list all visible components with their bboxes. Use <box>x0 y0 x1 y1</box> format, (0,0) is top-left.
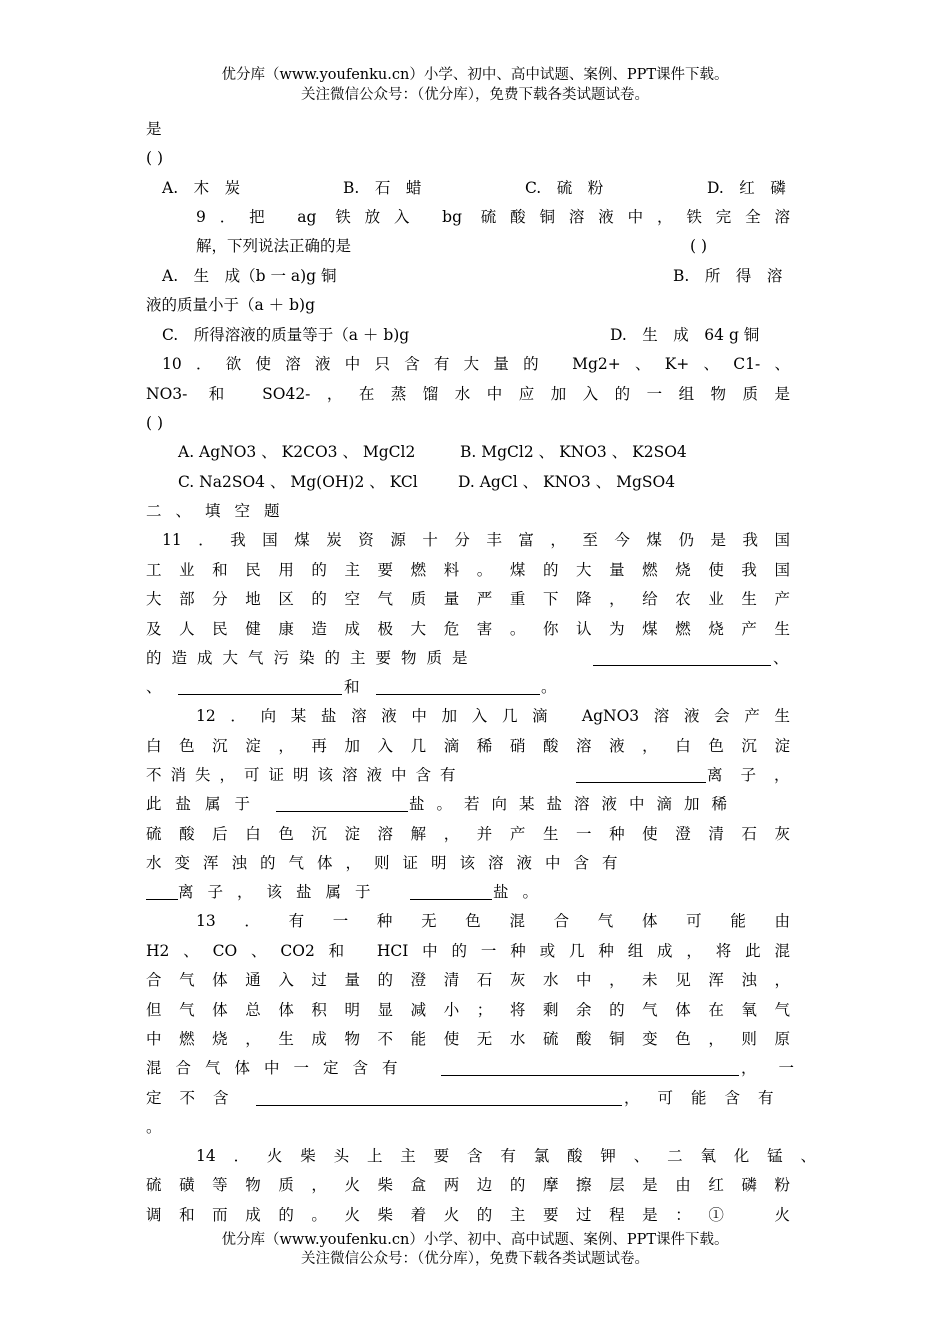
q12-line4-end: 盐。若向某盐溶液中滴加稀 <box>409 795 740 813</box>
q12-blank-salt-2[interactable] <box>410 881 492 903</box>
q9-option-c: C. 所得溶液的质量等于（a ＋ b)g <box>162 326 410 344</box>
q11-end: 。 <box>541 678 557 696</box>
q12-line3-start: 不消失，可证明该溶液中含有 <box>146 766 465 784</box>
q8-stem-tail: 是 <box>146 120 162 138</box>
q12-line1: 12．向某盐溶液中加入几滴 AgNO3溶液会产生 <box>196 707 790 725</box>
page-header-line1: 优分库（www.youfenku.cn）小学、初中、高中试题、案例、PPT课件下载。 <box>221 67 729 83</box>
q12-line5: 硫酸后白色沉淀溶解，并产生一种使澄清石灰 <box>146 825 790 843</box>
q11-blank-3[interactable] <box>376 676 540 698</box>
q11-line1: 11．我国煤炭资源十分丰富，至今煤仍是我国 <box>162 531 790 549</box>
q8-option-b: B. 石 蜡 <box>343 179 422 197</box>
q13-line4: 但气体总体积明显减小；将剩余的气体在氧气 <box>146 1001 790 1019</box>
q10-stem-line2: NO3- 和 SO42-，在蒸馏水中应加入的一组物质是 <box>146 385 790 403</box>
q13-blank-contains[interactable] <box>441 1057 739 1079</box>
q13-line2: H2、CO、CO2和 HCI中的一种或几种组成，将此混 <box>146 942 790 960</box>
q9-option-b: B. 所 得 溶 <box>673 267 783 285</box>
q12-blank-salt-1[interactable] <box>276 793 408 815</box>
q8-answer-bracket: ( ) <box>146 149 164 167</box>
q9-stem-line1: 9．把 ag 铁放入 bg 硫酸铜溶液中，铁完全溶 <box>196 208 790 226</box>
q14-line1: 14．火柴头上主要含有氯酸钾、二氧化锰、 <box>196 1147 816 1165</box>
q11-line2: 工业和民用的主要燃料。煤的大量燃烧使我国 <box>146 561 790 579</box>
q9-answer-bracket: ( ) <box>690 237 708 255</box>
q13-line6-end: ，一 <box>741 1059 817 1077</box>
q13-line7-end: ，可能含有 <box>624 1089 792 1107</box>
q10-answer-bracket: ( ) <box>146 414 164 432</box>
q10-option-c: C. Na2SO4 、 Mg(OH)2 、 KCl <box>178 473 418 491</box>
q14-line2: 硫磺等物质，火柴盒两边的摩擦层是由红磷粉 <box>146 1176 790 1194</box>
q14-line3: 调和而成的。火柴着火的主要过程是：① 火 <box>146 1206 790 1224</box>
page-footer-line1: 优分库（www.youfenku.cn）小学、初中、高中试题、案例、PPT课件下载。 <box>221 1232 729 1248</box>
q12-line3-end: 离子， <box>707 766 808 784</box>
q13-line5: 中燃烧，生成物不能使无水硫酸铜变色，则原 <box>146 1030 790 1048</box>
q9-option-d: D. 生 成 64 g 铜 <box>610 326 760 344</box>
q10-option-d: D. AgCl 、 KNO3 、 MgSO4 <box>458 473 676 491</box>
q9-option-b-continued: 液的质量小于（a ＋ b)g <box>146 296 315 314</box>
q8-option-c: C. 硫 粉 <box>525 179 604 197</box>
q11-line4: 及人民健康造成极大危害。你认为煤燃烧产生 <box>146 620 790 638</box>
q13-line1: 13．有一种无色混合气体可能由 <box>196 912 790 930</box>
q11-line5: 的造成大气污染的主要物质是 <box>146 649 478 667</box>
section-title-fill-in: 二、填空题 <box>146 502 294 520</box>
q11-separator-1: 、 <box>773 649 789 667</box>
page-footer-line2: 关注微信公众号：（优分库），免费下载各类试题试卷。 <box>301 1251 649 1267</box>
q10-option-b: B. MgCl2 、 KNO3 、 K2SO4 <box>460 443 687 461</box>
q12-line7-end: 盐。 <box>493 883 553 901</box>
q13-line3: 合气体通入过量的澄清石灰水中，未见浑浊， <box>146 971 790 989</box>
q12-blank-ion-1[interactable] <box>576 764 706 786</box>
q13-blank-not-contains[interactable] <box>256 1087 622 1109</box>
q13-line6-start: 混合气体中一定含有 <box>146 1059 412 1077</box>
q8-option-d: D. 红 磷 <box>707 179 786 197</box>
q9-stem-line2: 解，下列说法正确的是 <box>196 237 352 255</box>
q12-blank-ion-2[interactable] <box>146 881 178 903</box>
q13-line8: 。 <box>146 1118 162 1136</box>
q11-blank-2[interactable] <box>178 676 342 698</box>
q12-line4-start: 此盐属于 <box>146 795 265 813</box>
q11-line3: 大部分地区的空气质量严重下降，给农业生产 <box>146 590 790 608</box>
q12-line6: 水变浑浊的气体，则证明该溶液中含有 <box>146 854 631 872</box>
q9-option-a: A. 生 成（b 一 a)g 铜 <box>162 267 337 285</box>
q11-separator-2: 、 <box>146 678 162 696</box>
q13-line7-start: 定不含 <box>146 1089 247 1107</box>
q11-blank-1[interactable] <box>593 647 771 669</box>
q8-option-a: A. 木 炭 <box>162 179 241 197</box>
q12-line7-start: 离子，该盐属于 <box>178 883 385 901</box>
q10-stem-line1: 10．欲使溶液中只含有大量的 Mg2+、K+、C1-、 <box>162 355 790 373</box>
q10-option-a: A. AgNO3 、 K2CO3 、 MgCl2 <box>178 443 416 461</box>
page-header-line2: 关注微信公众号：（优分库），免费下载各类试题试卷。 <box>301 87 649 103</box>
q12-line2: 白色沉淀，再加入几滴稀硝酸溶液，白色沉淀 <box>146 737 790 755</box>
q11-and: 和 <box>344 678 360 696</box>
